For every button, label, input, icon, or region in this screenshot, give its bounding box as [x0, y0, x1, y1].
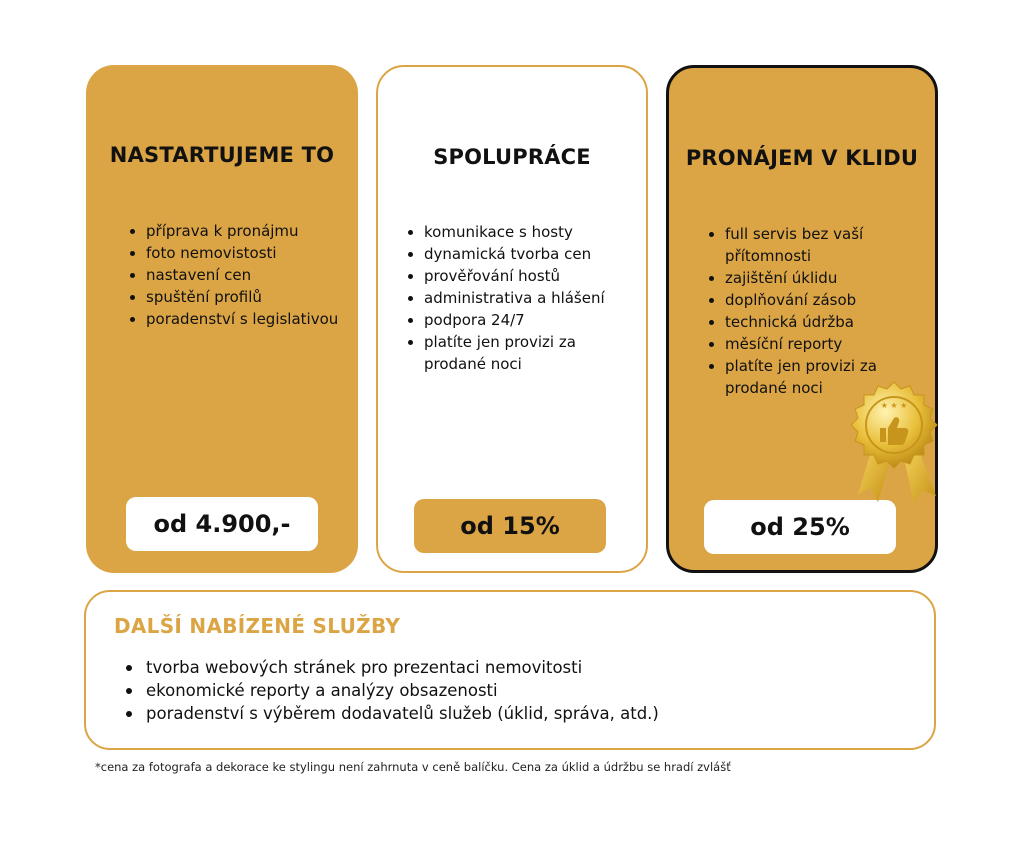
list-item: foto nemovistosti [146, 242, 346, 264]
list-item: komunikace s hosty [424, 221, 634, 243]
card-title: PRONÁJEM V KLIDU [685, 146, 919, 170]
card-title: NASTARTUJEME TO [109, 143, 335, 167]
list-item: technická údržba [725, 311, 915, 333]
list-item: poradenství s legislativou [146, 308, 346, 330]
list-item: poradenství s výběrem dodavatelů služeb (úklid, správa, atd.) [146, 704, 659, 723]
price-label: od 15% [414, 499, 606, 553]
list-item: platíte jen provizi za prodané noci [424, 331, 634, 375]
footnote: *cena za fotografa a dekorace ke stylingu není zahrnuta v ceně balíčku. Cena za úklid a údržbu se hradí zvlášť [95, 760, 731, 774]
package-card-cooperation [376, 65, 648, 573]
card-title: SPOLUPRÁCE [433, 145, 591, 169]
list-item: zajištění úklidu [725, 267, 915, 289]
list-item: podpora 24/7 [424, 309, 634, 331]
services-title: DALŠÍ NABÍZENÉ SLUŽBY [114, 614, 401, 638]
feature-list [404, 221, 634, 375]
services-list [142, 656, 659, 725]
price-label: od 25% [704, 500, 896, 554]
list-item: ekonomické reporty a analýzy obsazenosti [146, 679, 659, 702]
list-item: měsíční reporty [725, 333, 915, 355]
list-item: full servis bez vaší přítomnosti [725, 223, 915, 267]
list-item: nastavení cen [146, 264, 346, 286]
list-item: spuštění profilů [146, 286, 346, 308]
list-item: příprava k pronájmu [146, 220, 346, 242]
list-item: doplňování zásob [725, 289, 915, 311]
svg-text:★ ★ ★: ★ ★ ★ [880, 401, 908, 410]
additional-services-box [84, 590, 936, 750]
feature-list [705, 223, 915, 399]
thumbs-up-award-icon [842, 378, 946, 508]
list-item: dynamická tvorba cen [424, 243, 634, 265]
list-item: administrativa a hlášení [424, 287, 634, 309]
feature-list [126, 220, 346, 330]
package-card-start [86, 65, 358, 573]
list-item: tvorba webových stránek pro prezentaci nemovitosti [146, 656, 659, 679]
list-item: platíte jen provizi za prodané noci [725, 355, 915, 399]
price-label: od 4.900,- [126, 497, 318, 551]
list-item: prověřování hostů [424, 265, 634, 287]
